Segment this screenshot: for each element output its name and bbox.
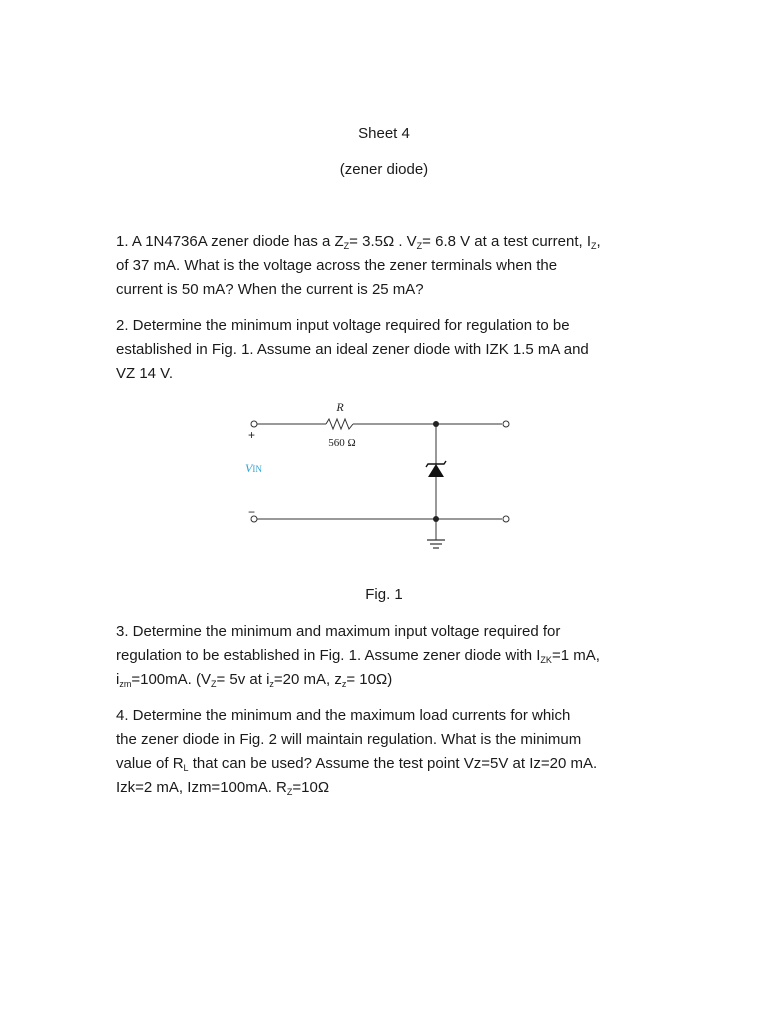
circuit-wires: [257, 419, 502, 540]
q4-line-4: Izk=2 mA, Izm=100mA. $R_Z=10\Omega$: [116, 779, 330, 797]
question-2: [116, 314, 676, 386]
q4-line-2: the zener diode in Fig. 2 will maintain regulation. What is the minimum: [116, 731, 582, 748]
vin-label: VIN: [245, 461, 262, 475]
resistor-symbol: [326, 419, 353, 429]
junction-bottom: [433, 516, 439, 522]
resistor-value: 560 Ω: [328, 437, 356, 449]
terminal-out-top: [503, 421, 509, 427]
sheet-title: Sheet 4: [358, 125, 410, 142]
q1-line-1: 1. A 1N4736A zener diode has a $Z_Z= 3.5\Omega$ . $V_Z= 6.8$ V at a test current, $I_Z$,: [116, 233, 601, 251]
q1-line-3: current is 50 mA? When the current is 25 mA?: [116, 281, 424, 298]
question-1: [116, 230, 676, 302]
q2-line-3: VZ 14 V.: [116, 365, 173, 382]
resistor-label: R: [336, 400, 344, 414]
zener-circuit-diagram: [230, 395, 530, 565]
question-4: [116, 704, 676, 800]
q3-line-2: regulation to be established in Fig. 1. Assume zener diode with $I_{ZK}=1$ mA,: [116, 647, 600, 665]
q4-line-1: 4. Determine the minimum and the maximum load currents for which: [116, 707, 571, 724]
vin-minus-sign: −: [248, 505, 256, 519]
q3-line-1: 3. Determine the minimum and maximum input voltage required for: [116, 623, 561, 640]
q2-line-2: established in Fig. 1. Assume an ideal zener diode with IZK 1.5 mA and: [116, 341, 589, 358]
q1-line-2: of 37 mA. What is the voltage across the zener terminals when the: [116, 257, 558, 274]
ground-icon: [427, 540, 445, 548]
junction-top: [433, 421, 439, 427]
q2-line-1: 2. Determine the minimum input voltage required for regulation to be: [116, 317, 570, 334]
sheet-subtitle: (zener diode): [339, 161, 429, 178]
diode-triangle: [428, 464, 444, 477]
figure-1-caption: Fig. 1: [365, 586, 403, 603]
question-3: [116, 620, 676, 692]
terminal-in-top: [251, 421, 257, 427]
zener-diode-symbol: [426, 461, 446, 477]
terminal-out-bottom: [503, 516, 509, 522]
q3-line-3: $i_{zm}=100mA$. ($V_Z= 5v$ at $i_z=20$ mA, $z_z= 10\Omega$): [116, 671, 393, 689]
vin-plus-sign: +: [248, 428, 256, 442]
q4-line-3: value of $R_L$ that can be used? Assume the test point Vz=5V at Iz=20 mA.: [116, 755, 598, 773]
